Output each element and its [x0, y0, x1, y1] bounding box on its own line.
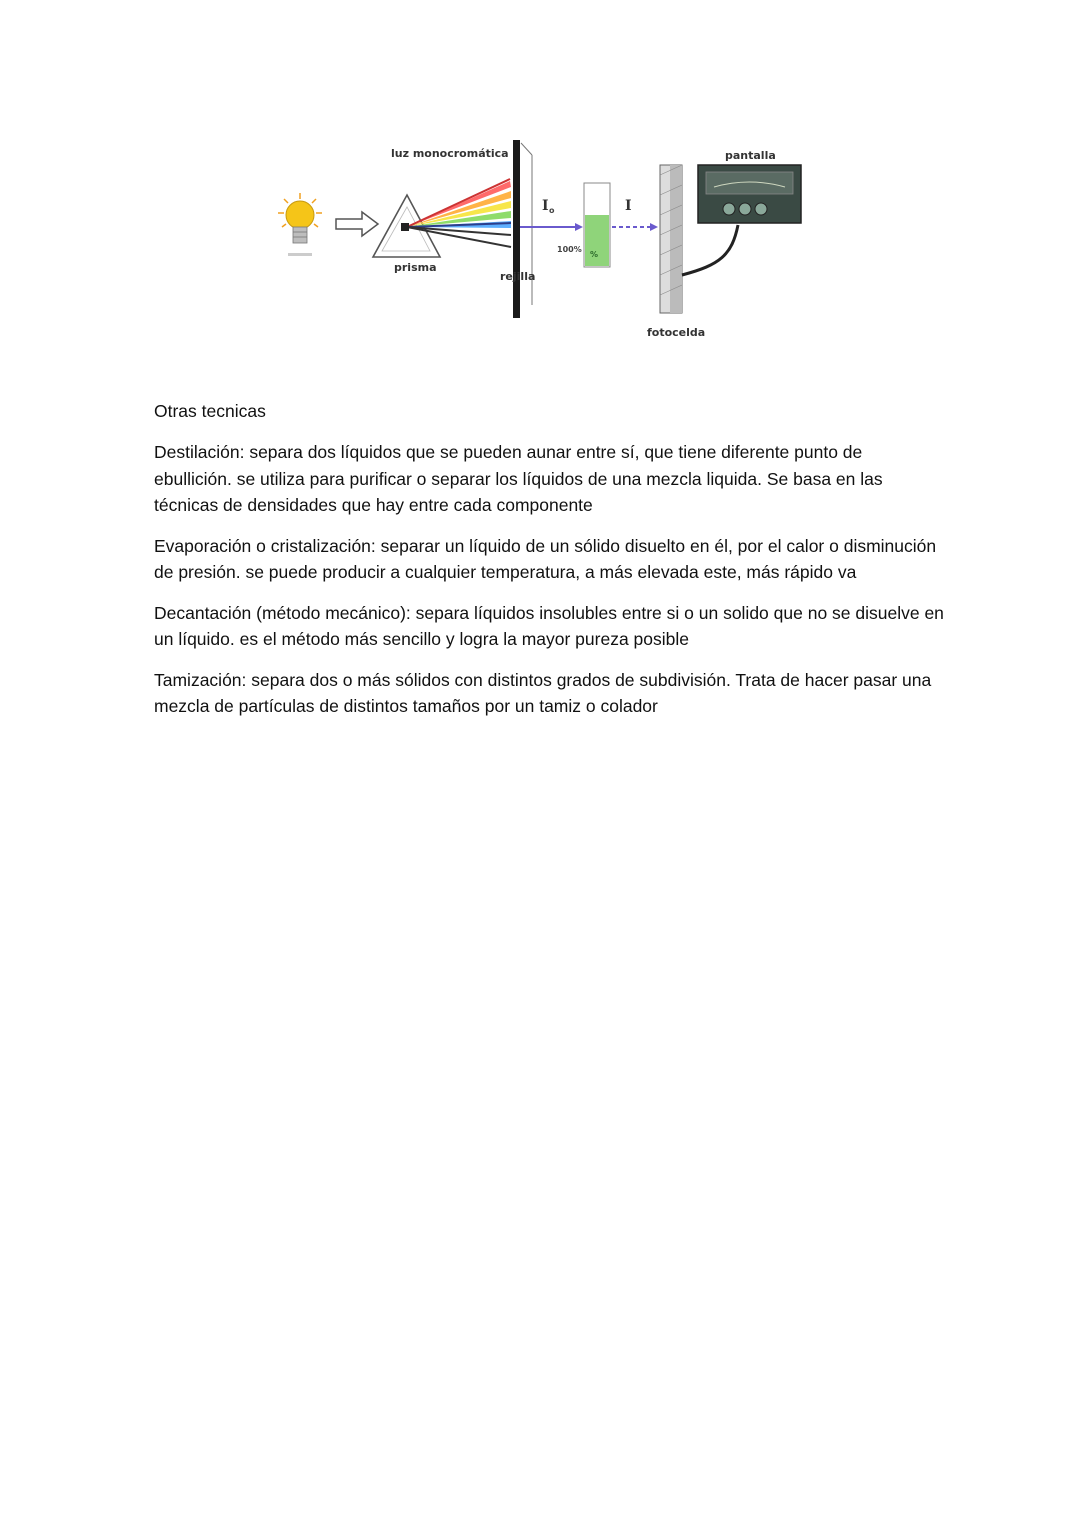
spectrophotometer-diagram: [270, 135, 815, 345]
hollow-arrow-icon: [336, 212, 378, 236]
slit-bar: [513, 140, 520, 318]
label-io: I: [542, 198, 549, 214]
spectrophotometer-svg: [270, 135, 815, 345]
photocell: [660, 165, 682, 313]
label-rejilla: rejilla: [500, 270, 536, 283]
section-title: Otras tecnicas: [154, 401, 266, 421]
paragraph-decantacion: Decantación (método mecánico): separa líquidos insolubles entre si o un solido que no se disuelve en un líquido. es el método más sencillo y logra la mayor pureza posible: [154, 602, 944, 649]
document-body: [154, 398, 944, 734]
paragraph-evaporacion: Evaporación o cristalización: separar un líquido de un sólido disuelto en él, por el calor o disminución de presión. se puede producir a cualquier temperatura, a más elevada este, más rápido va: [154, 535, 937, 582]
label-prisma: prisma: [394, 261, 437, 274]
paragraph-destilacion: Destilación: separa dos líquidos que se pueden aunar entre sí, que tiene diferente punto de ebullición. se utiliza para purificar o separar los líquidos de una mezcla liquida. Se basa en las técnicas de densidades que hay entre cada componente: [154, 442, 883, 515]
label-luz-monocromatica: luz monocromática: [391, 147, 509, 160]
meter-display: [698, 165, 801, 223]
cable: [682, 225, 738, 275]
label-io-subscript: o: [549, 206, 555, 215]
label-fotocelda: fotocelda: [647, 326, 706, 339]
paragraph-tamizacion: Tamización: separa dos o más sólidos con distintos grados de subdivisión. Trata de hacer pasar una mezcla de partículas de distintos tamaños por un tamiz o colador: [154, 669, 932, 716]
light-bulb-icon: [278, 193, 322, 256]
label-percent-sign: %: [590, 250, 599, 259]
label-pantalla: pantalla: [725, 149, 776, 162]
label-i-out: I: [625, 198, 632, 214]
label-100-percent: 100%: [557, 245, 582, 254]
